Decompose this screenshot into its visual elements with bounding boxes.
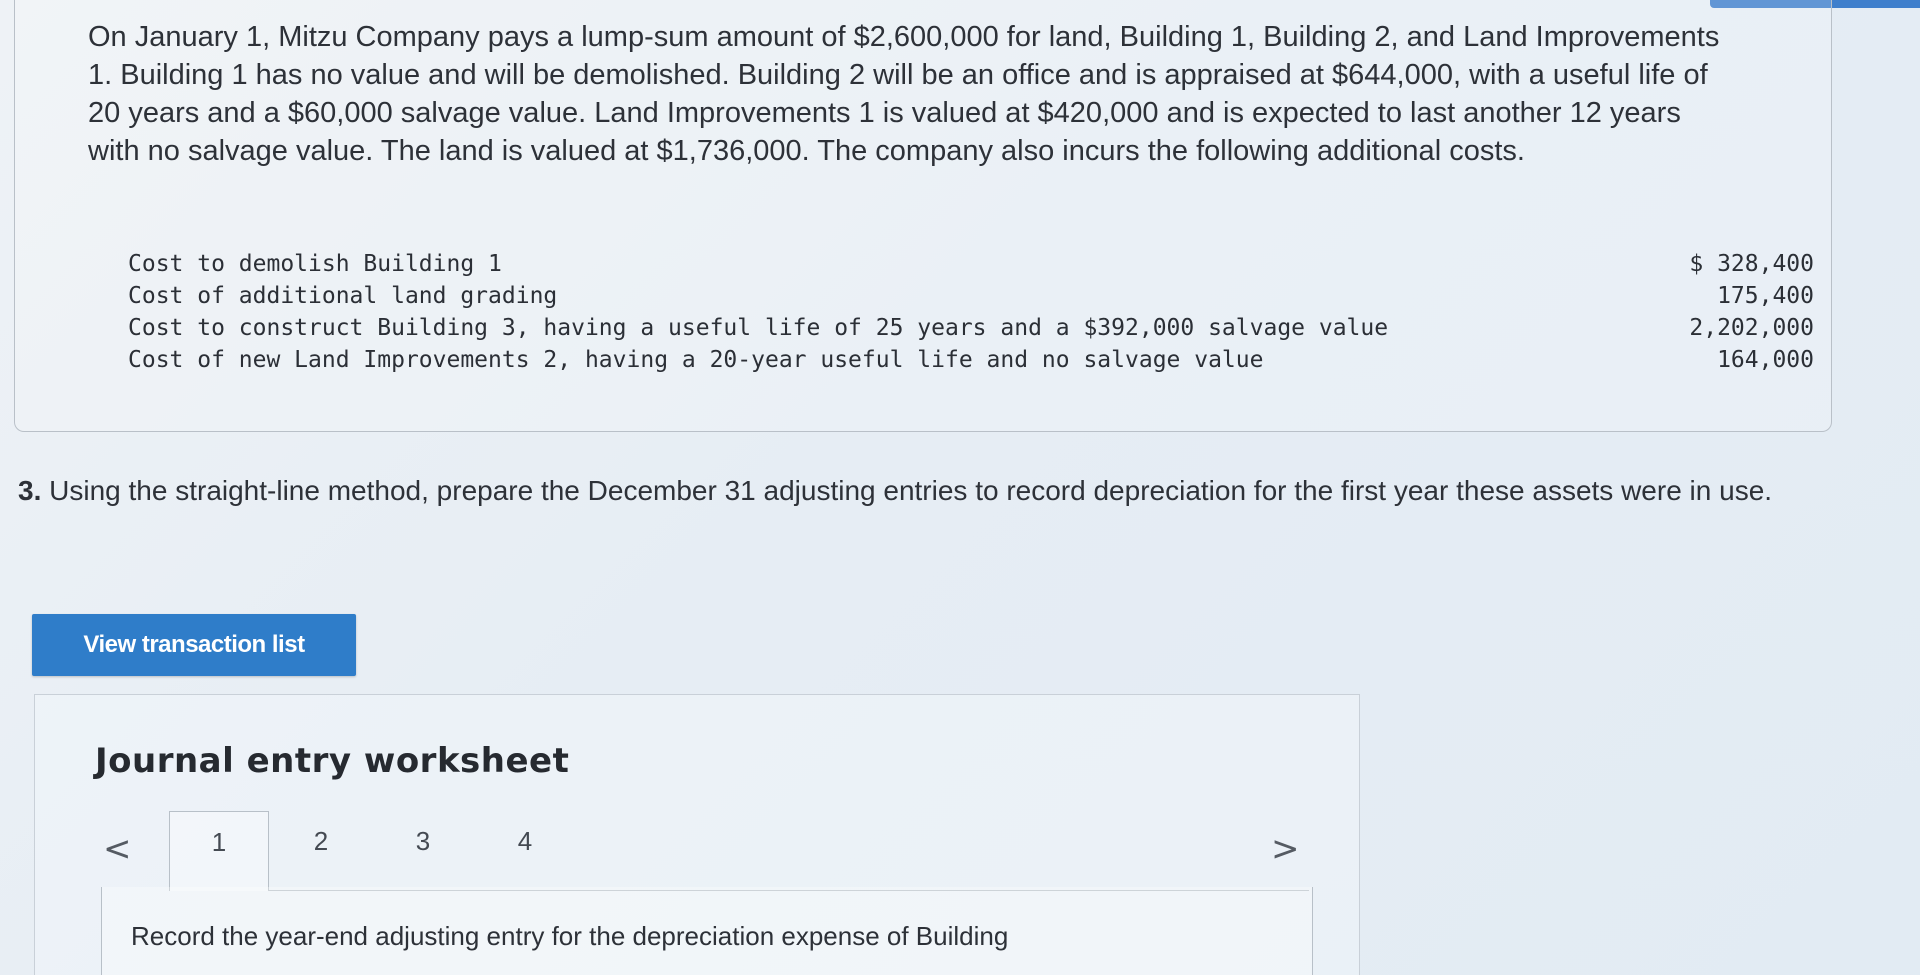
cost-label: Cost of additional land grading [128, 283, 558, 309]
cost-table [128, 248, 1814, 376]
tab-4[interactable]: 4 [517, 826, 533, 856]
problem-paragraph: On January 1, Mitzu Company pays a lump-sum amount of $2,600,000 for land, Building 1, Building 2, and Land Improvements 1. Building 1 has no value and will be demolished. Building 2 will be an office and is appraised at $644,000, with a useful life of 20 years and a $60,000 salvage value. Land Improvements 1 is valued at $420,000 and is expected to last another 12 years with no salvage value. The land is valued at $1,736,000. The company also incurs the following additional costs. [88, 21, 1720, 167]
cost-row [128, 312, 1814, 344]
chevron-left-icon[interactable]: < [103, 829, 132, 869]
worksheet-title: Journal entry worksheet [95, 741, 570, 781]
tab-3[interactable]: 3 [415, 826, 431, 856]
chevron-right-icon[interactable]: > [1271, 829, 1300, 869]
cost-amount: 164,000 [1717, 347, 1814, 373]
journal-entry-worksheet [34, 694, 1360, 975]
worksheet-pager [35, 811, 1359, 895]
cost-row [128, 280, 1814, 312]
tab-1[interactable]: 1 [169, 811, 269, 891]
view-transaction-list-button[interactable]: View transaction list [32, 614, 356, 676]
instruction-text: Record the year-end adjusting entry for the depreciation expense of Building [131, 921, 1009, 951]
cost-row [128, 248, 1814, 280]
cost-label: Cost to construct Building 3, having a useful life of 25 years and a $392,000 salvage value [128, 315, 1389, 341]
question-number: 3. [18, 475, 42, 506]
question-body: Using the straight-line method, prepare the December 31 adjusting entries to record depreciation for the first year these assets were in use. [49, 475, 1773, 506]
cost-amount: 2,202,000 [1689, 315, 1814, 341]
cost-amount: 175,400 [1717, 283, 1814, 309]
cost-amount: $ 328,400 [1689, 251, 1814, 277]
cost-label: Cost of new Land Improvements 2, having a 20-year useful life and no salvage value [128, 347, 1264, 373]
tab-2[interactable]: 2 [313, 826, 329, 856]
cost-label: Cost to demolish Building 1 [128, 251, 502, 277]
question-text [18, 472, 1898, 510]
cost-row [128, 344, 1814, 376]
